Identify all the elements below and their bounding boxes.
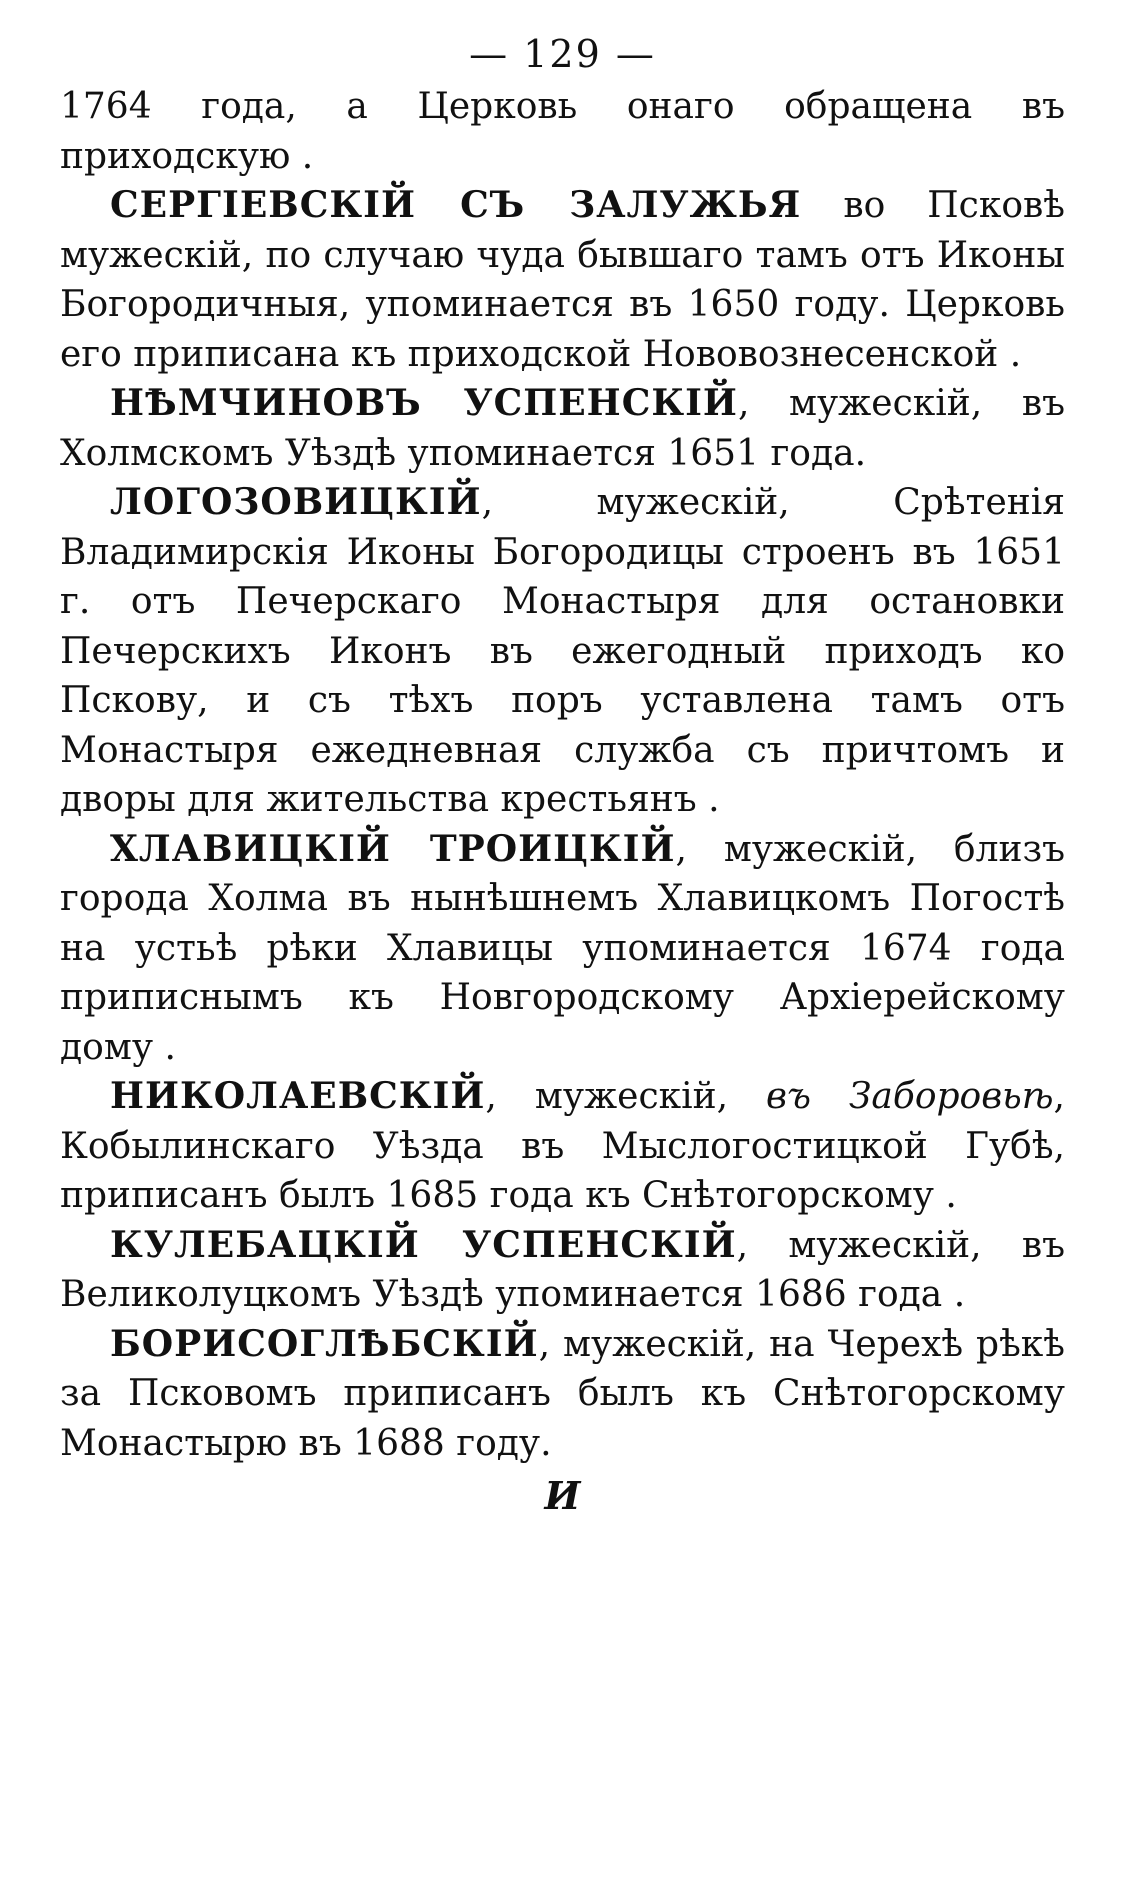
- paragraph-logozovitsky: [60, 478, 1065, 825]
- paragraph-nikolaevsky-text-b: , Кобылинскаго Уѣзда въ Мыслогостицкой Губѣ, приписанъ былъ 1685 года къ Снѣтогорскому .: [60, 1076, 1065, 1216]
- monastery-name-nemchinov: НѢМЧИНОВЪ УСПЕНСКІЙ: [110, 382, 738, 424]
- paragraph-borisoglebsky: [60, 1320, 1065, 1469]
- paragraph-borisoglebsky-text: , мужескій, на Черехѣ рѣкѣ за Псковомъ приписанъ былъ къ Снѣтогорскому Монастырю въ 1688 году.: [60, 1323, 1065, 1464]
- paragraph-sergievsky-text: во Псковѣ мужескій, по случаю чуда бывшаго тамъ отъ Иконы Богородичныя, упоминается въ 1650 году. Церковь его приписана къ приходской Нововознесенской .: [60, 185, 1065, 375]
- place-name-zaborovie: въ Заборовьѣ: [766, 1076, 1054, 1117]
- monastery-name-kulebatsky: КУЛЕБАЦКІЙ УСПЕНСКІЙ: [110, 1223, 737, 1266]
- paragraph-nikolaevsky: [60, 1072, 1065, 1221]
- paragraph-sergievsky: [60, 181, 1065, 379]
- monastery-name-nikolaevsky: НИКОЛАЕВСКІЙ: [110, 1075, 486, 1117]
- paragraph-logozovitsky-text: , мужескій, Срѣтенія Владимирскія Иконы Богородицы строенъ въ 1651 г. отъ Печерскаго Монастыря для остановки Печерскихъ Иконъ въ ежегодный приходъ ко Пскову, и съ тѣхъ поръ уставлена тамъ отъ Монастыря ежедневная служба съ причтомъ и дворы для жительства крестьянъ .: [60, 482, 1065, 820]
- monastery-name-borisoglebsky: БОРИСОГЛѢБСКІЙ: [110, 1322, 539, 1365]
- paragraph-nemchinov: [60, 379, 1065, 478]
- paragraph-nikolaevsky-text-a: , мужескій,: [485, 1076, 767, 1117]
- paragraph-1: [60, 82, 1065, 181]
- monastery-name-sergievsky: СЕРГІЕВСКІЙ СЪ ЗАЛУЖЬЯ: [110, 184, 802, 226]
- catchword: И: [544, 1473, 581, 1518]
- book-page: [60, 30, 1065, 1520]
- page-number: — 129 —: [469, 32, 656, 76]
- paragraph-khlavitsky-text: , мужескій, близъ города Холма въ нынѣшнемъ Хлавицкомъ Погостѣ на устьѣ рѣки Хлавицы упоминается 1674 года приписнымъ къ Новгородскому Архіерейскому дому .: [60, 828, 1066, 1068]
- paragraph-kulebatsky-text: , мужескій, въ Великолуцкомъ Уѣздѣ упоминается 1686 года .: [60, 1224, 1065, 1315]
- monastery-name-khlavitsky: ХЛАВИЦКІЙ ТРОИЦКІЙ: [110, 827, 676, 870]
- page-body: [60, 82, 1065, 1468]
- paragraph-1-text: 1764 года, а Церковь онаго обращена въ приходскую .: [60, 86, 1065, 177]
- paragraph-nemchinov-text: , мужескій, въ Холмскомъ Уѣздѣ упоминается 1651 года.: [60, 383, 1065, 474]
- monastery-name-logozovitsky: ЛОГОЗОВИЦКІЙ: [110, 481, 482, 523]
- paragraph-kulebatsky: [60, 1221, 1065, 1320]
- paragraph-khlavitsky: [60, 825, 1065, 1073]
